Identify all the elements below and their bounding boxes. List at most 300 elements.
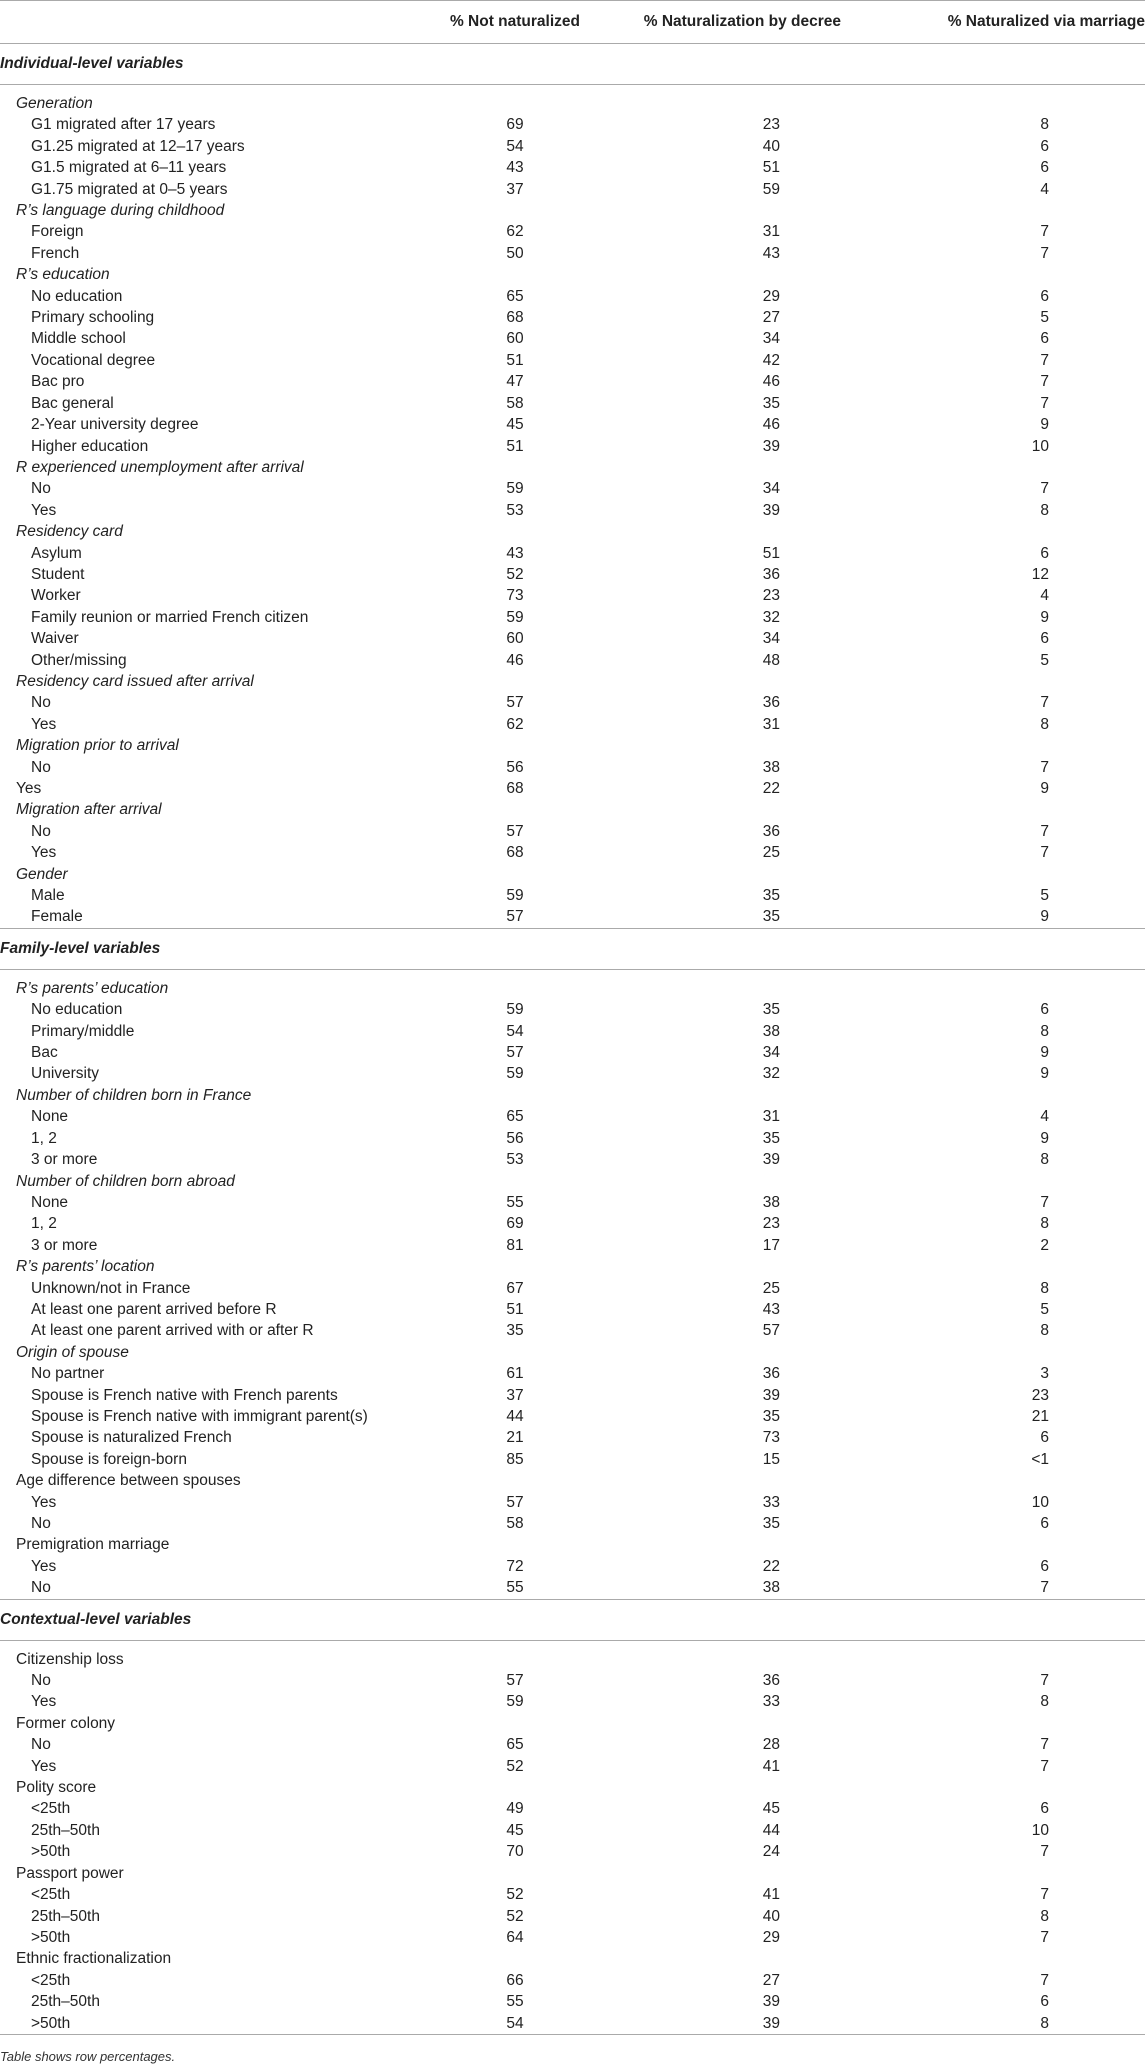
cell-decree: 32 [762, 1065, 780, 1083]
cell-not-naturalized: 43 [506, 159, 524, 177]
cell-marriage: 9 [1040, 1065, 1049, 1083]
row-label: Yes [31, 1557, 57, 1575]
cell-marriage: 7 [1040, 1193, 1049, 1211]
group-row [0, 1948, 1145, 1969]
cell-decree: 17 [762, 1236, 780, 1254]
row-label: <25th [31, 1886, 71, 1904]
cell-marriage: 8 [1040, 1907, 1049, 1925]
table-row [0, 842, 1145, 863]
cell-marriage: 7 [1040, 1843, 1049, 1861]
cell-marriage: 6 [1040, 1429, 1049, 1447]
cell-not-naturalized: 60 [506, 330, 524, 348]
cell-decree: 36 [762, 1365, 780, 1383]
table-row [0, 906, 1145, 928]
cell-marriage: 6 [1040, 137, 1049, 155]
group-label: Gender [16, 865, 68, 883]
group-label: Generation [16, 95, 93, 112]
cell-not-naturalized: 59 [506, 887, 524, 905]
group-label: Ethnic fractionalization [16, 1950, 172, 1968]
row-label: 3 or more [31, 1151, 98, 1169]
cell-decree: 35 [762, 1129, 780, 1147]
cell-not-naturalized: 52 [506, 1757, 524, 1775]
table-row [0, 136, 1145, 157]
cell-marriage: 2 [1040, 1236, 1049, 1254]
row-label: 1, 2 [31, 1215, 57, 1233]
row-label: University [31, 1065, 100, 1083]
group-label: R’s language during childhood [16, 202, 225, 220]
cell-not-naturalized: 58 [506, 1515, 524, 1532]
row-label: French [31, 244, 80, 262]
group-label: Polity score [16, 1779, 97, 1797]
cell-not-naturalized: 55 [506, 1193, 524, 1211]
cell-not-naturalized: 73 [506, 587, 524, 605]
cell-decree: 48 [762, 651, 780, 669]
row-label: Family reunion or married French citizen [31, 608, 309, 626]
cell-marriage: 6 [1040, 544, 1049, 562]
table-row [0, 2013, 1145, 2035]
row-label: No [31, 1672, 51, 1690]
cell-not-naturalized: 69 [506, 1215, 524, 1233]
group-label: Migration after arrival [16, 801, 162, 819]
cell-not-naturalized: 35 [506, 1322, 524, 1340]
cell-decree: 40 [762, 137, 780, 155]
cell-marriage: 21 [1031, 1407, 1049, 1425]
row-label: 25th–50th [31, 1907, 100, 1925]
cell-marriage: 7 [1040, 694, 1049, 712]
table-row [0, 821, 1145, 842]
table-row [0, 1192, 1145, 1213]
cell-decree: 41 [762, 1757, 780, 1775]
cell-decree: 32 [762, 608, 780, 626]
cell-marriage: 7 [1040, 822, 1049, 840]
group-label: Number of children born in France [16, 1086, 252, 1104]
cell-decree: 36 [762, 1672, 780, 1690]
cell-decree: 27 [762, 309, 780, 327]
row-label: At least one parent arrived with or after R [31, 1322, 314, 1340]
cell-not-naturalized: 37 [506, 1386, 524, 1404]
cell-marriage: 6 [1040, 330, 1049, 348]
table-row [0, 1213, 1145, 1234]
cell-marriage: 7 [1040, 351, 1049, 369]
section-title: Individual-level variables [0, 44, 1145, 85]
group-row [0, 864, 1145, 885]
group-row [0, 521, 1145, 542]
row-label: >50th [31, 1843, 71, 1861]
row-label: Primary schooling [31, 309, 155, 327]
cell-marriage: 9 [1040, 1129, 1049, 1147]
row-label: Asylum [31, 544, 82, 562]
spacer-row [0, 969, 1145, 978]
cell-marriage: 7 [1040, 1736, 1049, 1754]
row-label: No [31, 1736, 51, 1754]
row-label: G1 migrated after 17 years [31, 116, 216, 134]
cell-marriage: 7 [1040, 223, 1049, 241]
group-label: R’s education [16, 266, 110, 284]
cell-decree: 23 [762, 116, 780, 134]
group-label: Residency card issued after arrival [16, 672, 254, 690]
row-label: Bac pro [31, 373, 85, 391]
cell-not-naturalized: 54 [506, 137, 524, 155]
cell-not-naturalized: 21 [506, 1429, 524, 1447]
cell-not-naturalized: 81 [506, 1236, 524, 1254]
table-footnote: Table shows row percentages. [0, 2049, 176, 2064]
cell-marriage: 8 [1040, 1279, 1049, 1297]
header-decree: % Naturalization by decree [635, 1, 885, 44]
section-title: Family-level variables [0, 928, 1145, 969]
table-row [0, 778, 1145, 799]
cell-not-naturalized: 69 [506, 116, 524, 134]
table-row [0, 1320, 1145, 1341]
table-row [0, 1513, 1145, 1534]
cell-decree: 44 [762, 1821, 780, 1839]
table-row [0, 1577, 1145, 1599]
cell-marriage: 4 [1040, 1108, 1049, 1126]
cell-not-naturalized: 57 [506, 1044, 524, 1062]
spacer-cell [0, 969, 1145, 978]
cell-marriage: 7 [1040, 1579, 1049, 1597]
group-row [0, 1713, 1145, 1734]
cell-not-naturalized: 59 [506, 1001, 524, 1019]
table-row [0, 286, 1145, 307]
cell-not-naturalized: 51 [506, 437, 524, 455]
cell-marriage: 5 [1040, 309, 1049, 327]
group-row [0, 1534, 1145, 1555]
cell-decree: 46 [762, 373, 780, 391]
cell-not-naturalized: 72 [506, 1557, 524, 1575]
cell-decree: 42 [762, 351, 780, 369]
cell-marriage: 8 [1040, 1215, 1049, 1233]
cell-not-naturalized: 52 [506, 1907, 524, 1925]
table-row [0, 1991, 1145, 2012]
table-row [0, 1756, 1145, 1777]
cell-decree: 28 [762, 1736, 780, 1754]
row-label: G1.75 migrated at 0–5 years [31, 180, 228, 198]
row-label: Worker [31, 587, 81, 605]
cell-marriage: 7 [1040, 244, 1049, 262]
cell-decree: 73 [762, 1429, 780, 1447]
cell-marriage: 8 [885, 2013, 1145, 2035]
row-label: No education [31, 1001, 123, 1019]
row-label: Spouse is French native with French parents [31, 1386, 338, 1404]
cell-not-naturalized: 49 [506, 1800, 524, 1818]
cell-marriage: 8 [1040, 1322, 1049, 1340]
table-row [0, 1149, 1145, 1170]
group-label: R’s parents’ education [16, 979, 169, 997]
row-label: No partner [31, 1365, 105, 1383]
table-row [0, 1670, 1145, 1691]
table-row [0, 757, 1145, 778]
group-row [0, 1777, 1145, 1798]
table-row [0, 564, 1145, 585]
spacer-row [0, 85, 1145, 94]
cell-decree: 38 [762, 1022, 780, 1040]
cell-decree: 38 [762, 1193, 780, 1211]
header-blank [0, 1, 395, 44]
table-header [0, 1, 1145, 44]
row-label: 25th–50th [31, 1993, 100, 2011]
row-label: No [31, 694, 51, 712]
cell-marriage: 7 [1040, 758, 1049, 776]
cell-decree: 29 [762, 287, 780, 305]
row-label: None [31, 1108, 69, 1126]
table-row [0, 1278, 1145, 1299]
table-row [0, 628, 1145, 649]
table-row [0, 1128, 1145, 1149]
cell-not-naturalized: 51 [506, 351, 524, 369]
cell-marriage: 7 [1040, 1757, 1049, 1775]
row-label: Female [31, 908, 83, 926]
group-row [0, 1649, 1145, 1670]
cell-decree: 36 [762, 565, 780, 583]
cell-decree: 41 [762, 1886, 780, 1904]
row-label: Unknown/not in France [31, 1279, 191, 1297]
table-row [0, 478, 1145, 499]
cell-decree: 39 [762, 501, 780, 519]
cell-not-naturalized: 58 [506, 394, 524, 412]
cell-not-naturalized: 64 [506, 1928, 524, 1946]
group-row [0, 1085, 1145, 1106]
cell-decree: 22 [762, 1557, 780, 1575]
cell-marriage: 7 [1040, 1928, 1049, 1946]
group-row [0, 93, 1145, 114]
cell-marriage: 4 [1040, 587, 1049, 605]
row-label: At least one parent arrived before R [31, 1300, 277, 1318]
cell-marriage: 8 [1040, 1151, 1049, 1169]
cell-decree: 23 [762, 587, 780, 605]
cell-marriage: 12 [1031, 565, 1049, 583]
table-row [0, 350, 1145, 371]
table-row [0, 243, 1145, 264]
cell-marriage: 23 [1031, 1386, 1049, 1404]
row-label: Yes [16, 780, 42, 797]
cell-not-naturalized: 68 [506, 780, 524, 797]
cell-decree: 36 [762, 822, 780, 840]
section-row [0, 928, 1145, 969]
cell-not-naturalized: 65 [506, 1736, 524, 1754]
group-label: Origin of spouse [16, 1343, 129, 1361]
cell-decree: 34 [762, 330, 780, 348]
cell-decree: 46 [762, 416, 780, 434]
cell-not-naturalized: 52 [506, 565, 524, 583]
row-label: 2-Year university degree [31, 416, 199, 434]
group-row [0, 799, 1145, 820]
cell-marriage: 9 [1040, 608, 1049, 626]
group-label: R’s parents’ location [16, 1258, 155, 1276]
row-label: Bac general [31, 394, 114, 412]
cell-decree: 31 [762, 715, 780, 733]
row-label: >50th [0, 2013, 395, 2035]
cell-marriage: 9 [1040, 908, 1049, 926]
cell-decree: 38 [762, 758, 780, 776]
cell-decree: 23 [762, 1215, 780, 1233]
group-row [0, 1470, 1145, 1491]
cell-not-naturalized: 68 [506, 844, 524, 862]
cell-decree: 24 [762, 1843, 780, 1861]
table-row [0, 1406, 1145, 1427]
table-row [0, 1299, 1145, 1320]
cell-decree: 35 [762, 1001, 780, 1019]
cell-not-naturalized: 55 [506, 1993, 524, 2011]
cell-not-naturalized: 56 [506, 1129, 524, 1147]
cell-decree: 34 [762, 1044, 780, 1062]
table-row [0, 1734, 1145, 1755]
cell-not-naturalized: 47 [506, 373, 524, 391]
row-label: >50th [31, 1928, 71, 1946]
cell-decree: 31 [762, 1108, 780, 1126]
cell-decree: 38 [762, 1579, 780, 1597]
group-label: Premigration marriage [16, 1536, 170, 1554]
table-row [0, 1106, 1145, 1127]
table-row [0, 114, 1145, 135]
table-row [0, 1884, 1145, 1905]
row-label: 25th–50th [31, 1821, 100, 1839]
row-label: Primary/middle [31, 1022, 135, 1040]
cell-marriage: 10 [1031, 1821, 1049, 1839]
table-row [0, 436, 1145, 457]
group-row [0, 264, 1145, 285]
cell-not-naturalized: 55 [506, 1579, 524, 1597]
table-row [0, 1927, 1145, 1948]
cell-decree: 33 [762, 1493, 780, 1511]
cell-not-naturalized: 59 [506, 608, 524, 626]
cell-not-naturalized: 53 [506, 501, 524, 519]
row-label: Spouse is naturalized French [31, 1429, 232, 1447]
cell-not-naturalized: 65 [506, 287, 524, 305]
cell-not-naturalized: 50 [506, 244, 524, 262]
cell-decree: 35 [762, 908, 780, 926]
table-row [0, 221, 1145, 242]
header-marriage: % Naturalized via marriage [885, 1, 1145, 44]
cell-not-naturalized: 62 [506, 223, 524, 241]
cell-marriage: 9 [1040, 1044, 1049, 1062]
group-label: Former colony [16, 1714, 116, 1732]
cell-decree: 35 [762, 1407, 780, 1425]
row-label: No [31, 758, 51, 776]
cell-decree: 31 [762, 223, 780, 241]
row-label: Male [31, 887, 65, 905]
table-row [0, 307, 1145, 328]
row-label: No [31, 1579, 51, 1597]
cell-not-naturalized: 53 [506, 1151, 524, 1169]
table-row [0, 371, 1145, 392]
group-label: Age difference between spouses [16, 1472, 241, 1490]
group-row [0, 978, 1145, 999]
table-row [0, 714, 1145, 735]
cell-not-naturalized: 57 [506, 822, 524, 840]
cell-decree: 34 [762, 630, 780, 648]
group-row [0, 671, 1145, 692]
cell-not-naturalized: 59 [506, 1693, 524, 1711]
table-body [0, 44, 1145, 2035]
row-label: None [31, 1193, 69, 1211]
spacer-cell [0, 1640, 1145, 1649]
group-label: Passport power [16, 1864, 124, 1882]
row-label: Student [31, 565, 85, 583]
cell-decree: 33 [762, 1693, 780, 1711]
cell-marriage: 10 [1031, 437, 1049, 455]
cell-not-naturalized: 51 [506, 1300, 524, 1318]
group-label: R experienced unemployment after arrival [16, 458, 304, 476]
cell-marriage: 7 [1040, 1971, 1049, 1989]
cell-marriage: 6 [1040, 1800, 1049, 1818]
cell-marriage: 10 [1031, 1493, 1049, 1511]
cell-not-naturalized: 37 [506, 180, 524, 198]
table-row [0, 1820, 1145, 1841]
spacer-cell [0, 85, 1145, 94]
table-row [0, 393, 1145, 414]
row-label: Bac [31, 1044, 58, 1062]
cell-not-naturalized: 54 [395, 2013, 635, 2035]
cell-decree: 15 [762, 1450, 780, 1468]
cell-decree: 35 [762, 394, 780, 412]
cell-not-naturalized: 85 [506, 1450, 524, 1468]
cell-marriage: 6 [1040, 287, 1049, 305]
table-row [0, 1363, 1145, 1384]
row-label: Yes [31, 1757, 57, 1775]
cell-not-naturalized: 60 [506, 630, 524, 648]
row-label: Yes [31, 501, 57, 519]
group-label: Residency card [16, 523, 123, 541]
cell-decree: 39 [762, 1151, 780, 1169]
header-not-naturalized: % Not naturalized [395, 1, 635, 44]
cell-decree: 51 [762, 159, 780, 177]
row-label: Other/missing [31, 651, 127, 669]
table-row [0, 328, 1145, 349]
cell-marriage: 7 [1040, 480, 1049, 498]
cell-marriage: 6 [1040, 630, 1049, 648]
table-row [0, 1906, 1145, 1927]
table-row [0, 1841, 1145, 1862]
cell-marriage: 5 [1040, 651, 1049, 669]
table-row [0, 1556, 1145, 1577]
table-row [0, 1042, 1145, 1063]
cell-marriage: 8 [1040, 1693, 1049, 1711]
table-row [0, 1235, 1145, 1256]
table-row [0, 157, 1145, 178]
cell-decree: 39 [635, 2013, 885, 2035]
table-row [0, 1063, 1145, 1084]
cell-marriage: 5 [1040, 887, 1049, 905]
cell-decree: 35 [762, 887, 780, 905]
cell-not-naturalized: 44 [506, 1407, 524, 1425]
row-label: 3 or more [31, 1236, 98, 1254]
cell-marriage: 6 [1040, 1515, 1049, 1532]
table-row [0, 1021, 1145, 1042]
row-label: 1, 2 [31, 1129, 57, 1147]
cell-marriage: 8 [1040, 1022, 1049, 1040]
cell-decree: 45 [762, 1800, 780, 1818]
table-row [0, 885, 1145, 906]
row-label: Middle school [31, 330, 126, 348]
table-row [0, 1798, 1145, 1819]
row-label: Vocational degree [31, 351, 156, 369]
row-label: G1.5 migrated at 6–11 years [31, 159, 227, 177]
cell-marriage: 7 [1040, 394, 1049, 412]
row-label: <25th [31, 1800, 71, 1818]
row-label: No [31, 1515, 51, 1532]
row-label: No education [31, 287, 123, 305]
cell-not-naturalized: 57 [506, 1493, 524, 1511]
table-row [0, 1385, 1145, 1406]
section-title: Contextual-level variables [0, 1599, 1145, 1640]
row-label: No [31, 822, 51, 840]
cell-decree: 34 [762, 480, 780, 498]
cell-decree: 57 [762, 1322, 780, 1340]
row-label: Yes [31, 1493, 57, 1511]
cell-not-naturalized: 67 [506, 1279, 524, 1297]
group-row [0, 200, 1145, 221]
section-row [0, 1599, 1145, 1640]
